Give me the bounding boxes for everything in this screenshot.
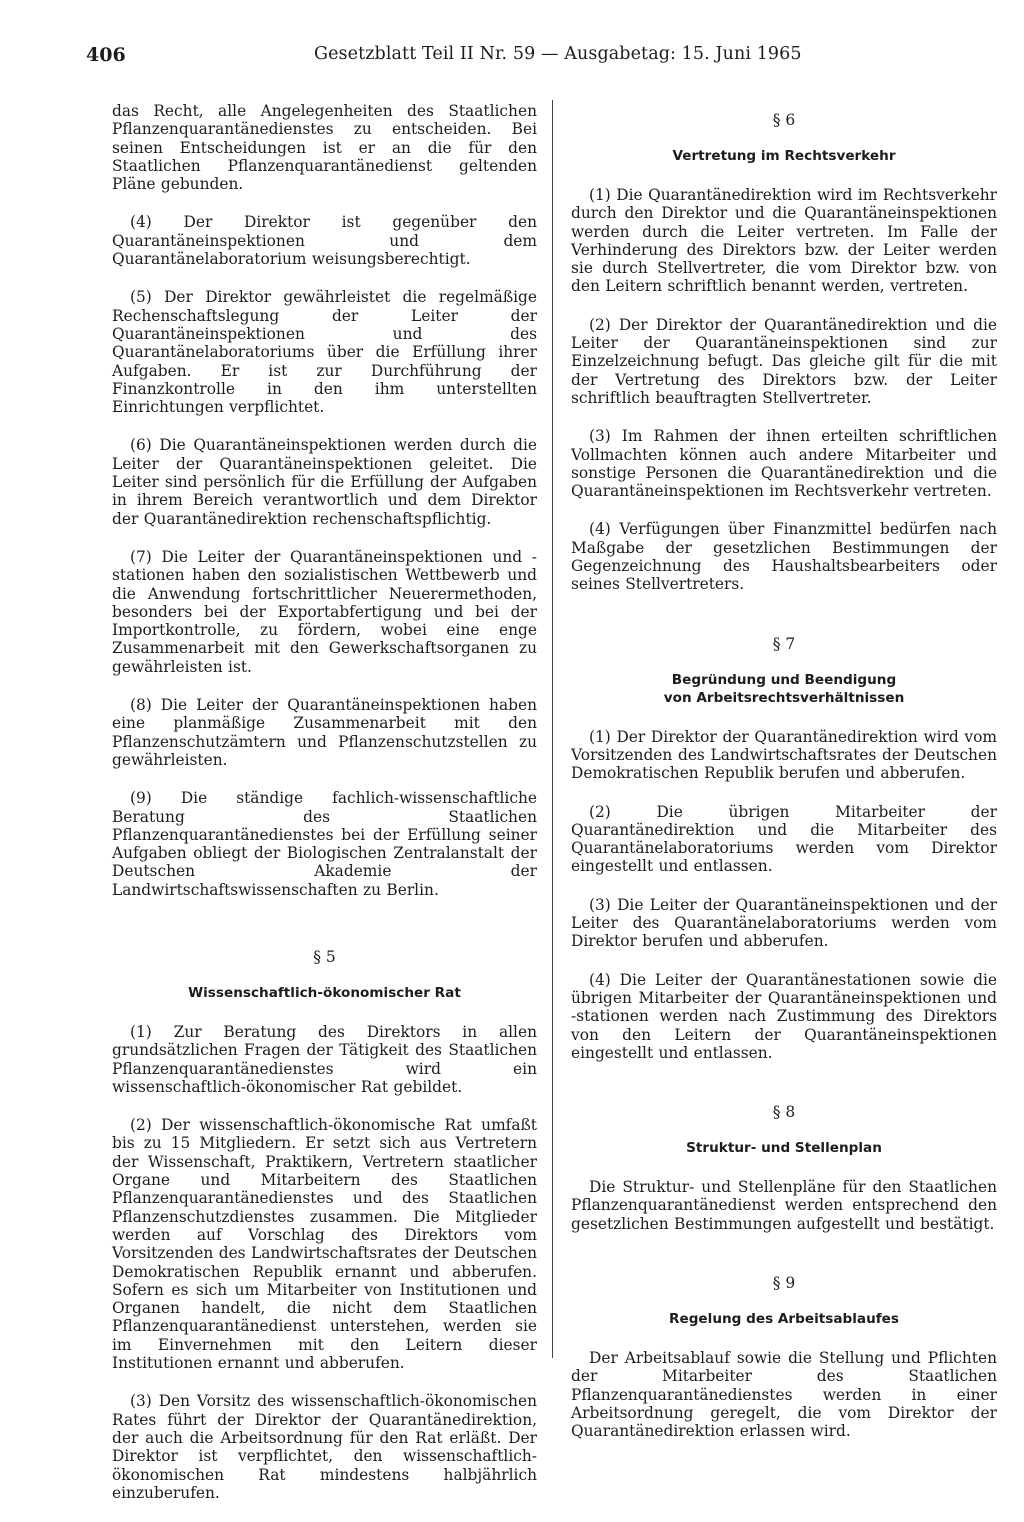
paragraph: (3) Im Rahmen der ihnen erteilten schriftlichen Vollmachten können auch andere Mitarbeiter und sonstige Personen die Quarantänedirektion und die Quarantäneinspektionen im Rechtsverkehr vertreten. [571, 427, 997, 501]
paragraph: (4) Die Leiter der Quarantänestationen sowie die übrigen Mitarbeiter der Quarantäneinspektionen und -stationen werden nach Zustimmung des Direktors von den Leitern der Quarantäneinspektionen eingestellt und entlassen. [571, 970, 997, 1062]
section-title-line: Begründung und Beendigung [671, 671, 897, 688]
paragraph: (3) Den Vorsitz des wissenschaftlich-ökonomischen Rates führt der Direktor der Quarantänedirektion, der auch die Arbeitsordnung für den Rat erläßt. Der Direktor ist verpflichtet, den wissenschaftlich-ökonomischen Rat mindestens halbjährlich einzuberufen. [112, 1392, 537, 1502]
right-column [571, 110, 997, 1460]
left-column [112, 102, 537, 1522]
paragraph: (4) Verfügungen über Finanzmittel bedürfen nach Maßgabe der gesetzlichen Bestimmungen der Gegenzeichnung des Haushaltsbearbeiters oder seines Stellvertreters. [571, 520, 997, 594]
section-number: § 7 [772, 634, 796, 653]
section-title: Vertretung im Rechtsverkehr [672, 148, 896, 164]
paragraph: (3) Die Leiter der Quarantäneinspektionen und der Leiter des Quarantänelaboratoriums werden vom Direktor berufen und abberufen. [571, 895, 997, 951]
paragraph: Der Arbeitsablauf sowie die Stellung und Pflichten der Mitarbeiter des Staatlichen Pflanzenquarantänedienstes werden in einer Arbeitsordnung geregelt, die vom Direktor der Quarantänedirektion erlassen wird. [571, 1348, 997, 1441]
paragraph: (7) Die Leiter der Quarantäneinspektionen und -stationen haben den sozialistischen Wettbewerb und die Anwendung fortschrittlicher Neuerermethoden, besonders bei der Exportabfertigung und bei der Importkontrolle, zu fördern, wobei eine enge Zusammenarbeit mit den Gewerkschaftsorganen zu gewährleisten ist. [112, 547, 537, 676]
page-number: 406 [86, 44, 126, 66]
section-number: § 9 [772, 1273, 796, 1292]
spacer [571, 614, 997, 634]
spacer [571, 1082, 997, 1102]
section-title-line: von Arbeitsrechtsverhältnissen [663, 689, 905, 706]
section-title: Wissenschaftlich-ökonomischer Rat [188, 984, 461, 1001]
paragraph: (2) Der wissenschaftlich-ökonomische Rat umfaßt bis zu 15 Mitgliedern. Er setzt sich aus Vertretern der Wissenschaft, Praktikern, Vertretern staatlicher Organe und Mitarbeitern des Staatlichen Pflanzenquarantänedienstes und des Staatlichen Pflanzenschutzdienstes zusammen. Die Mitglieder werden auf Vorschlag des Direktors vom Vorsitzenden des Landwirtschaftsrates der Deutschen Demokratischen Republik ernannt und abberufen. Sofern es sich um Mitarbeiter von Institutionen und Organen handelt, die nicht dem Staatlichen Pflanzenquarantänedienst unterstehen, werden sie im Einvernehmen mit den Leitern dieser Institutionen ernannt und abberufen. [112, 1116, 537, 1373]
gazette-title: Gesetzblatt Teil II Nr. 59 — Ausgabetag: 15. Juni 1965 [314, 44, 802, 64]
paragraph: (6) Die Quarantäneinspektionen werden durch die Leiter der Quarantäneinspektionen geleitet. Die Leiter sind persönlich für die Erfüllung der Aufgaben in ihrem Bereich verantwortlich und dem Direktor der Quarantänedirektion rechenschaftspflichtig. [112, 436, 537, 528]
paragraph: (2) Der Direktor der Quarantänedirektion und die Leiter der Quarantäneinspektionen sind zur Einzelzeichnung befugt. Das gleiche gilt für die mit der Vertretung des Direktors bzw. der Leiter schriftlich beauftragten Stellvertreter. [571, 315, 997, 407]
paragraph: (2) Die übrigen Mitarbeiter der Quarantänedirektion und die Mitarbeiter des Quarantänelaboratoriums werden vom Direktor eingestellt und entlassen. [571, 802, 997, 876]
paragraph: (4) Der Direktor ist gegenüber den Quarantäneinspektionen und dem Quarantänelaboratorium weisungsberechtigt. [112, 213, 537, 269]
page-header [86, 44, 802, 74]
section-title: Regelung des Arbeitsablaufes [669, 1310, 899, 1327]
column-divider [552, 100, 553, 1358]
section-number: § 6 [772, 111, 796, 129]
spacer [571, 1253, 997, 1273]
paragraph: (1) Der Direktor der Quarantänedirektion wird vom Vorsitzenden des Landwirtschaftsrates der Deutschen Demokratischen Republik berufen und abberufen. [571, 727, 997, 783]
spacer [112, 919, 537, 947]
paragraph: Die Struktur- und Stellenpläne für den Staatlichen Pflanzenquarantänedienst werden entsprechend den gesetzlichen Bestimmungen aufgestellt und bestätigt. [571, 1178, 997, 1233]
section-number: § 5 [313, 947, 336, 966]
paragraph: das Recht, alle Angelegenheiten des Staatlichen Pflanzenquarantänedienstes zu entscheiden. Bei seinen Entscheidungen ist er an die für den Staatlichen Pflanzenquarantänedienst geltenden Pläne gebunden. [112, 102, 537, 194]
section-number: § 8 [772, 1103, 796, 1122]
paragraph: (1) Die Quarantänedirektion wird im Rechtsverkehr durch den Direktor und die Quarantäneinspektionen werden durch die Leiter vertreten. Im Falle der Verhinderung des Direktors bzw. der Leiter werden sie durch Stellvertreter, die vom Direktor bzw. von den Leitern schriftlich benannt werden, vertreten. [571, 186, 997, 296]
paragraph: (9) Die ständige fachlich-wissenschaftliche Beratung des Staatlichen Pflanzenquarantänedienstes bei der Erfüllung seiner Aufgaben obliegt der Biologischen Zentralanstalt der Deutschen Akademie der Landwirtschaftswissenschaften zu Berlin. [112, 789, 537, 899]
paragraph: (1) Zur Beratung des Direktors in allen grundsätzlichen Fragen der Tätigkeit des Staatlichen Pflanzenquarantänedienstes wird ein wissenschaftlich-ökonomischer Rat gebildet. [112, 1022, 537, 1096]
paragraph: (8) Die Leiter der Quarantäneinspektionen haben eine planmäßige Zusammenarbeit mit den Pflanzenschutzämtern und Pflanzenschutzstellen zu gewährleisten. [112, 696, 537, 769]
paragraph: (5) Der Direktor gewährleistet die regelmäßige Rechenschaftslegung der Leiter der Quarantäneinspektionen und des Quarantänelaboratoriums über die Erfüllung ihrer Aufgaben. Er ist zur Durchführung der Finanzkontrolle in den ihm unterstellten Einrichtungen verpflichtet. [112, 288, 537, 417]
section-title [571, 671, 997, 707]
section-title: Struktur- und Stellenplan [686, 1140, 882, 1157]
